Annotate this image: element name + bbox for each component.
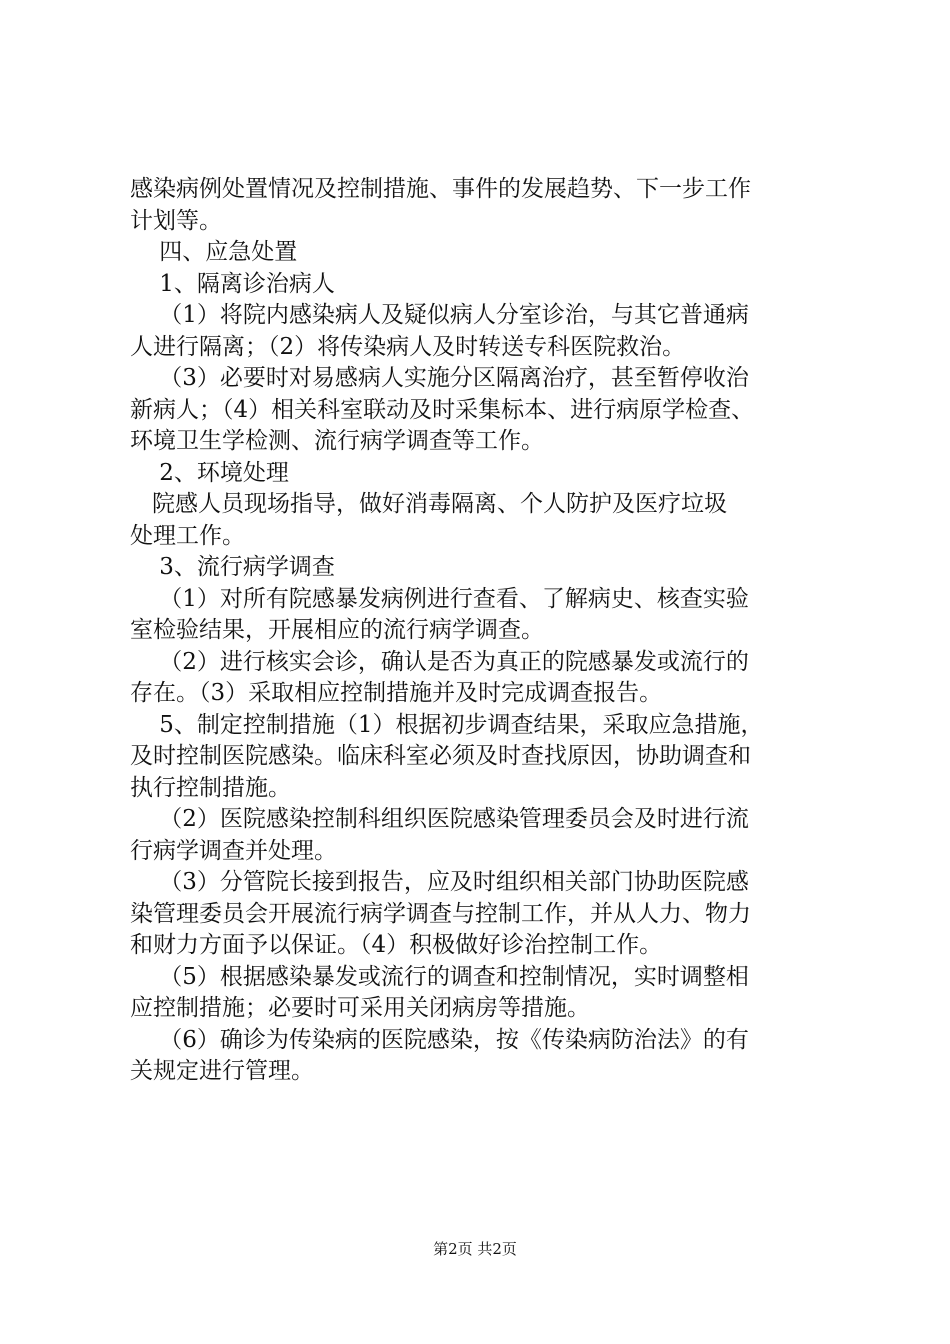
page-number-footer: 第2页 共2页 — [433, 1240, 517, 1258]
text-line: 环境卫生学检测、流行病学调查等工作。 — [130, 428, 544, 454]
text-line: 人进行隔离；（2）将传染病人及时转送专科医院救治。 — [130, 333, 686, 360]
subsection-heading: 2、环境处理 — [130, 459, 289, 486]
text-line: 关规定进行管理。 — [130, 1058, 314, 1084]
text-line: （2）医院感染控制科组织医院感染管理委员会及时进行流 — [130, 806, 749, 832]
text-line: （1）将院内感染病人及疑似病人分室诊治，与其它普通病 — [130, 302, 749, 328]
text-line: （5）根据感染暴发或流行的调查和控制情况，实时调整相 — [130, 963, 749, 990]
subsection-heading: 3、流行病学调查 — [130, 554, 335, 580]
text-line: （3）必要时对易感病人实施分区隔离治疗，甚至暂停收治 — [130, 365, 749, 391]
text-line: 室检验结果，开展相应的流行病学调查。 — [130, 617, 544, 643]
text-line: （3）分管院长接到报告，应及时组织相关部门协助医院感 — [130, 869, 749, 895]
text-line: （2）进行核实会诊，确认是否为真正的院感暴发或流行的 — [130, 648, 749, 675]
document-body — [130, 174, 842, 1088]
text-line: 新病人；（4）相关科室联动及时采集标本、进行病原学检查、 — [130, 396, 755, 423]
text-line: 5、制定控制措施（1）根据初步调查结果，采取应急措施， — [130, 711, 764, 738]
text-line: 和财力方面予以保证。（4）积极做好诊治控制工作。 — [130, 932, 663, 958]
text-line: 处理工作。 — [130, 522, 245, 549]
text-line: 感染病例处置情况及控制措施、事件的发展趋势、下一步工作 — [130, 176, 751, 202]
text-line: （1）对所有院感暴发病例进行查看、了解病史、核查实验 — [130, 585, 749, 612]
text-line: 应控制措施；必要时可采用关闭病房等措施。 — [130, 995, 590, 1021]
subsection-heading: 1、隔离诊治病人 — [130, 270, 335, 297]
text-line: 及时控制医院感染。临床科室必须及时查找原因，协助调查和 — [130, 743, 751, 769]
text-line: 院感人员现场指导，做好消毒隔离、个人防护及医疗垃圾 — [130, 491, 727, 517]
text-line: 行病学调查并处理。 — [130, 837, 337, 864]
text-line: （6）确诊为传染病的医院感染，按《传染病防治法》的有 — [130, 1026, 749, 1053]
section-heading: 四、应急处置 — [130, 239, 298, 265]
text-line: 计划等。 — [130, 207, 222, 234]
text-line: 存在。（3）采取相应控制措施并及时完成调查报告。 — [130, 680, 663, 706]
text-line: 染管理委员会开展流行病学调查与控制工作，并从人力、物力 — [130, 900, 751, 927]
text-line: 执行控制措施。 — [130, 774, 291, 801]
